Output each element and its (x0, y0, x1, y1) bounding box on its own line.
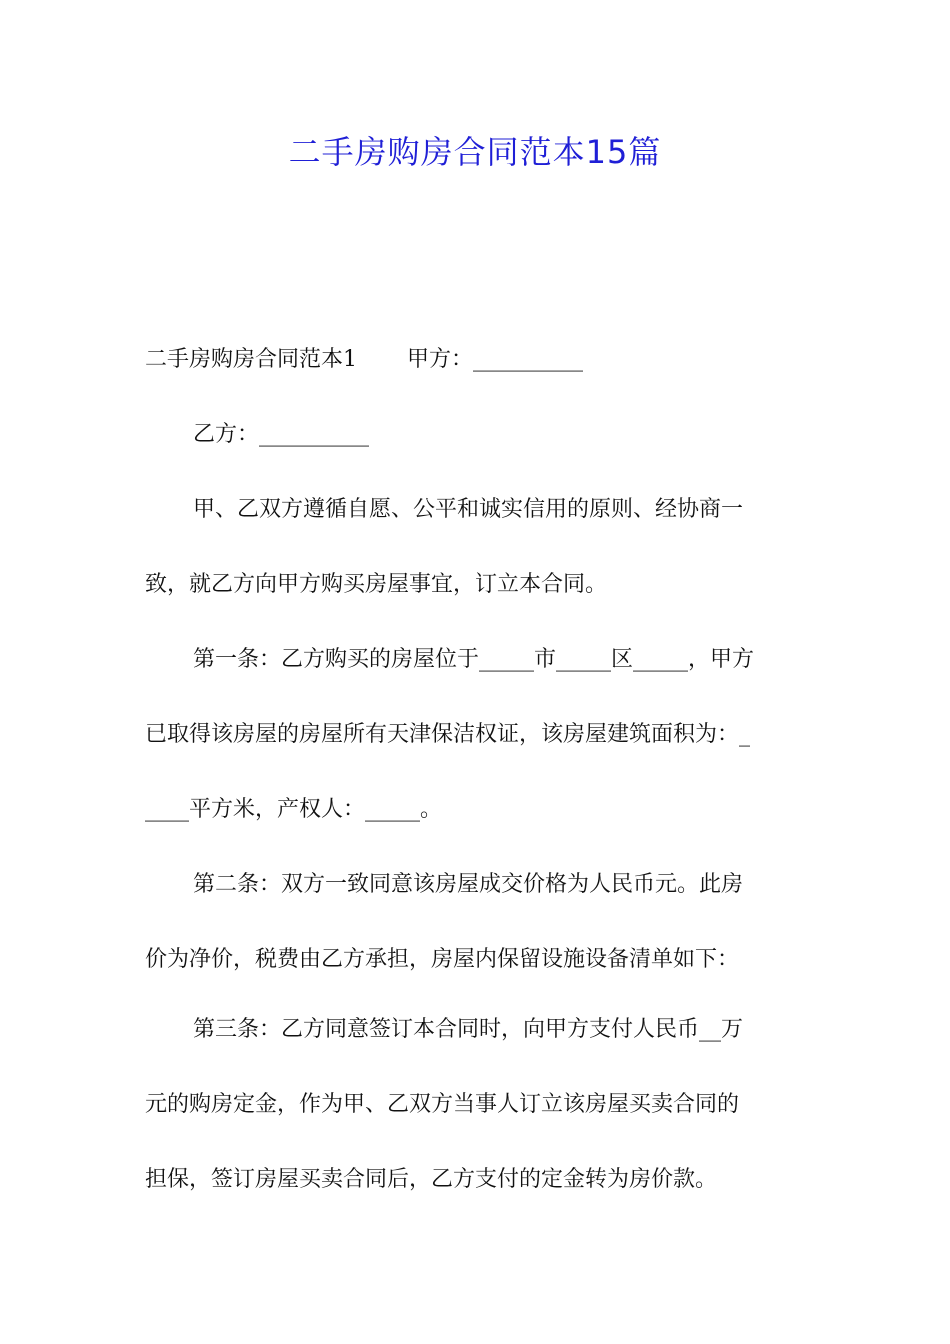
clause-3-line: 第三条：乙方同意签订本合同时，向甲方支付人民币__万 (193, 1017, 744, 1042)
clause-2-line: 第二条：双方一致同意该房屋成交价格为人民币元。此房 (193, 872, 744, 897)
heading-line (145, 340, 810, 380)
party-b-field: 乙方：__________ (193, 422, 370, 447)
clause-2-line: 价为净价，税费由乙方承担，房屋内保留设施设备清单如下： (145, 947, 740, 972)
paragraph-line: 甲、乙双方遵循自愿、公平和诚实信用的原则、经协商一 (193, 497, 744, 522)
clause-1-line: 已取得该房屋的房屋所有天津保洁权证，该房屋建筑面积为：_ (145, 722, 751, 747)
section-title: 二手房购房合同范本1 (145, 347, 357, 372)
clause-3-line: 元的购房定金，作为甲、乙双方当事人订立该房屋买卖合同的 (145, 1092, 740, 1117)
clause-3-line: 担保，签订房屋买卖合同后，乙方支付的定金转为房价款。 (145, 1167, 718, 1192)
page-title: 二手房购房合同范本15篇 (288, 133, 662, 171)
clause-1-line: 第一条：乙方购买的房屋位于_____市_____区_____，甲方 (193, 647, 755, 672)
paragraph-line: 致，就乙方向甲方购买房屋事宜，订立本合同。 (145, 572, 608, 597)
clause-1-line: ____平方米，产权人：_____。 (145, 797, 443, 822)
party-a-field: 甲方：__________ (407, 347, 584, 372)
